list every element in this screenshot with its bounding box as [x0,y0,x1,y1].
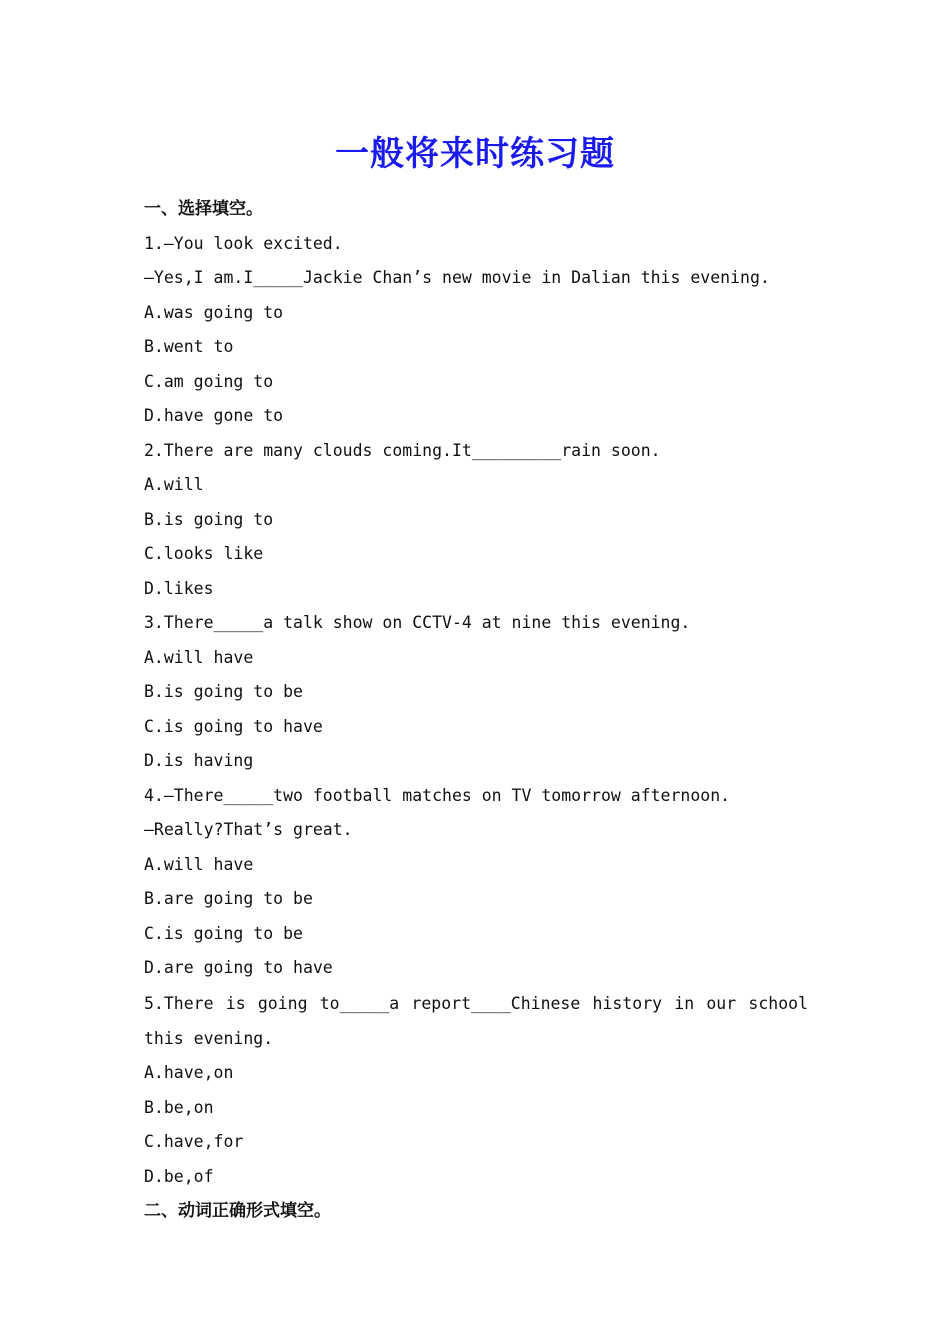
option-d: D.be,of [144,1166,214,1186]
question-1 [144,227,808,434]
question-2 [144,434,808,607]
document-body [144,192,808,1229]
option-a: A.will have [144,647,254,667]
option-d: D.likes [144,578,214,598]
question-text: 3.There_____a talk show on CCTV-4 at nine this evening. [144,613,691,632]
option-b: B.is going to be [144,682,303,701]
option-b: B.be,on [144,1097,214,1117]
option-b: B.are going to be [144,889,313,908]
option-b: B.went to [144,337,234,356]
question-3 [144,606,808,779]
question-text: —Yes,I am.I_____Jackie Chan’s new movie in Dalian this evening. [144,268,770,287]
option-a: A.will have [144,854,254,874]
question-text: 1.—You look excited. [144,233,343,253]
option-c: C.is going to be [144,923,303,943]
section-heading-choice: 一、选择填空。 [144,199,263,219]
option-d: D.have gone to [144,406,284,425]
option-c: C.is going to have [144,716,323,736]
question-text-continued: this evening. [144,1028,274,1048]
option-d: D.is having [144,751,254,770]
page-title: 一般将来时练习题 [335,134,615,174]
option-c: C.am going to [144,371,274,391]
section-heading-verb-forms: 二、动词正确形式填空。 [144,1201,331,1221]
option-a: A.was going to [144,302,284,322]
option-c: C.looks like [144,544,264,563]
question-text: 4.—There_____two football matches on TV tomorrow afternoon. [144,785,731,805]
option-d: D.are going to have [144,958,333,977]
option-c: C.have,for [144,1132,244,1151]
option-a: A.will [144,475,204,494]
question-text: 5.There is going to_____a report____Chinese history in our school [144,993,808,1013]
question-5 [144,986,808,1195]
option-a: A.have,on [144,1063,234,1082]
question-text: 2.There are many clouds coming.It_________rain soon. [144,440,661,460]
option-b: B.is going to [144,509,274,529]
question-text: —Really?That’s great. [144,820,353,839]
question-4 [144,779,808,986]
